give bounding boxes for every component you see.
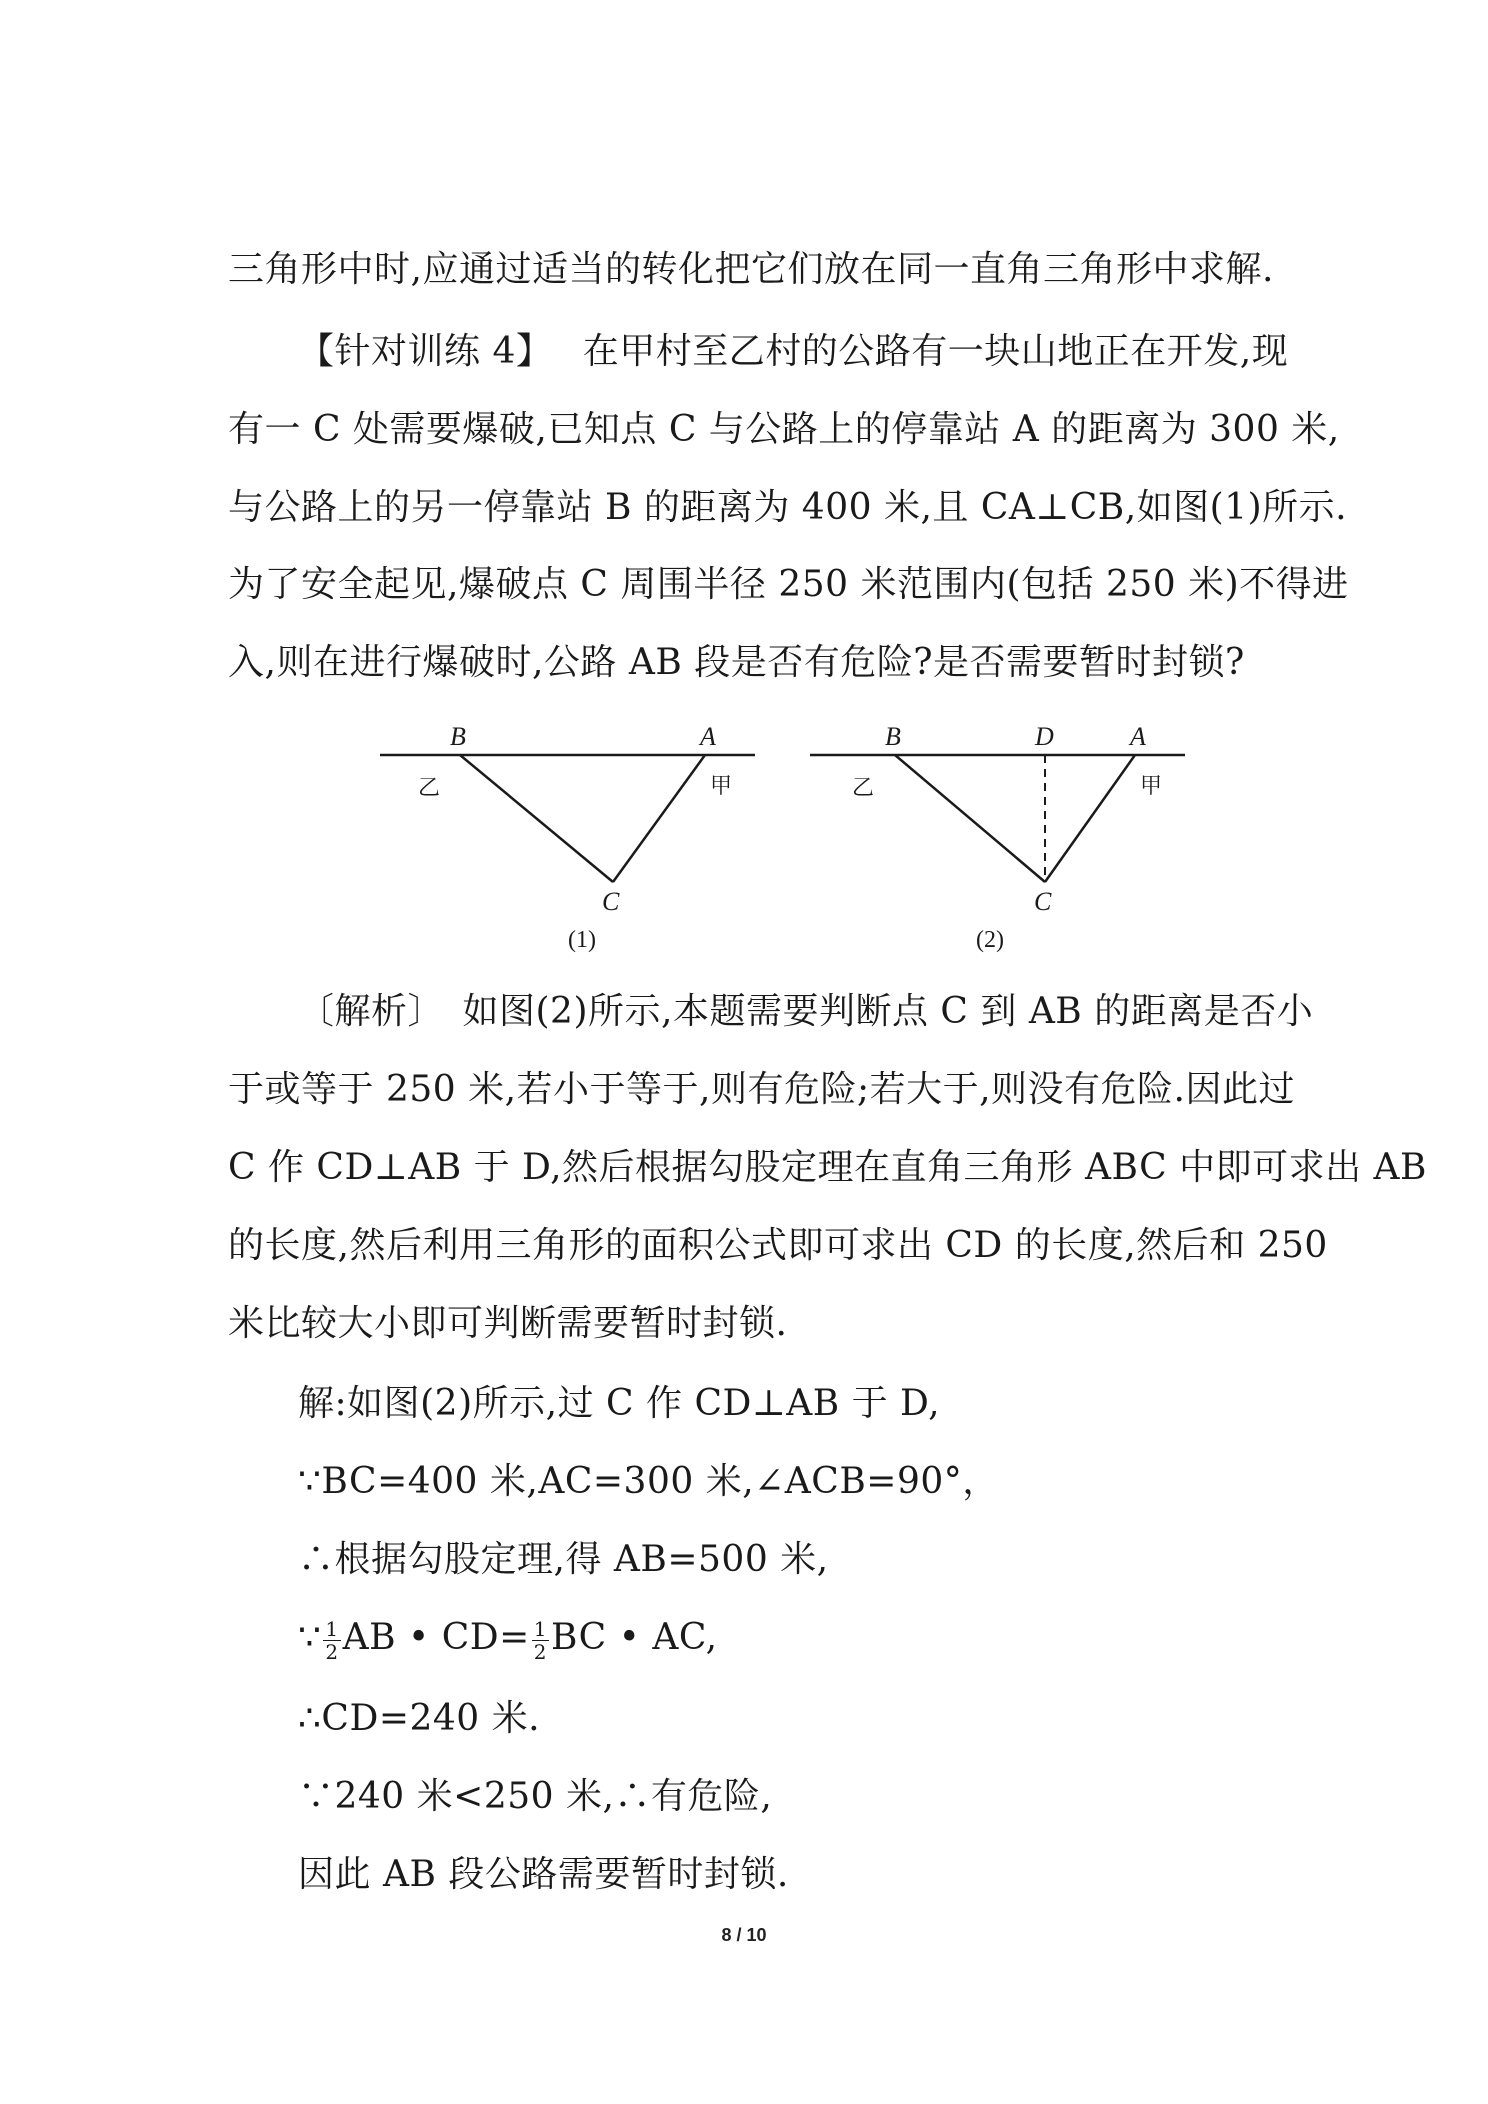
page-number: 8 / 10 xyxy=(721,1925,767,1945)
text-line: 与公路上的另一停靠站 B 的距离为 400 米,且 CA⊥CB,如图(1)所示. xyxy=(228,487,1348,528)
text-line: 入,则在进行爆破时,公路 AB 段是否有危险?是否需要暂时封锁? xyxy=(228,642,1245,683)
fraction-half: $\frac{1}{2}$ xyxy=(533,1616,548,1664)
point-B-label: B xyxy=(885,722,901,751)
village-jia-label: 甲 xyxy=(710,774,733,799)
solution-line: ∵240 米<250 米,∴有危险, xyxy=(298,1776,773,1817)
point-C-label: C xyxy=(1034,887,1052,916)
formula-part: BC • AC, xyxy=(551,1617,718,1658)
point-D-label: D xyxy=(1035,722,1054,751)
text-line: 有一 C 处需要爆破,已知点 C 与公路上的停靠站 A 的距离为 300 米, xyxy=(228,409,1340,450)
village-yi-label: 乙 xyxy=(418,776,441,801)
solution-line: 解:如图(2)所示,过 C 作 CD⊥AB 于 D, xyxy=(298,1383,941,1424)
text-line: C 作 CD⊥AB 于 D,然后根据勾股定理在直角三角形 ABC 中即可求出 AB xyxy=(228,1147,1428,1188)
figure-2 xyxy=(800,715,1200,965)
point-A-label: A xyxy=(700,722,716,751)
point-A-label: A xyxy=(1130,722,1146,751)
fraction-half: $\frac{1}{2}$ xyxy=(325,1616,339,1664)
text-line: 于或等于 250 米,若小于等于,则有危险;若大于,则没有危险.因此过 xyxy=(228,1069,1296,1110)
solution-line: ∴CD=240 米. xyxy=(298,1698,541,1739)
solution-line: ∵BC=400 米,AC=300 米,∠ACB=90°， xyxy=(298,1461,999,1502)
village-jia-label: 甲 xyxy=(1140,774,1163,799)
figure-1-caption: (1) xyxy=(568,927,596,953)
exercise-heading-line: 【针对训练 4】 在甲村至乙村的公路有一块山地正在开发,现 xyxy=(298,331,1289,372)
analysis-heading-line: 〔解析〕 如图(2)所示,本题需要判断点 C 到 AB 的距离是否小 xyxy=(298,991,1314,1032)
text-line: 为了安全起见,爆破点 C 周围半径 250 米范围内(包括 250 米)不得进 xyxy=(228,564,1349,605)
formula-part: AB • CD= xyxy=(342,1617,530,1658)
point-C-label: C xyxy=(602,887,620,916)
text-line: 的长度,然后利用三角形的面积公式即可求出 CD 的长度,然后和 250 xyxy=(228,1225,1328,1266)
figure-2-caption: (2) xyxy=(976,927,1004,953)
solution-line: ∴根据勾股定理,得 AB=500 米, xyxy=(298,1539,829,1580)
text-line: 米比较大小即可判断需要暂时封锁. xyxy=(228,1303,788,1344)
village-yi-label: 乙 xyxy=(852,776,875,801)
text-line: 三角形中时,应通过适当的转化把它们放在同一直角三角形中求解. xyxy=(228,249,1274,290)
figure-1 xyxy=(370,715,770,965)
because-symbol: ∵ xyxy=(298,1617,322,1658)
formula-line xyxy=(298,1616,718,1663)
solution-line: 因此 AB 段公路需要暂时封锁. xyxy=(298,1854,789,1895)
point-B-label: B xyxy=(450,722,466,751)
